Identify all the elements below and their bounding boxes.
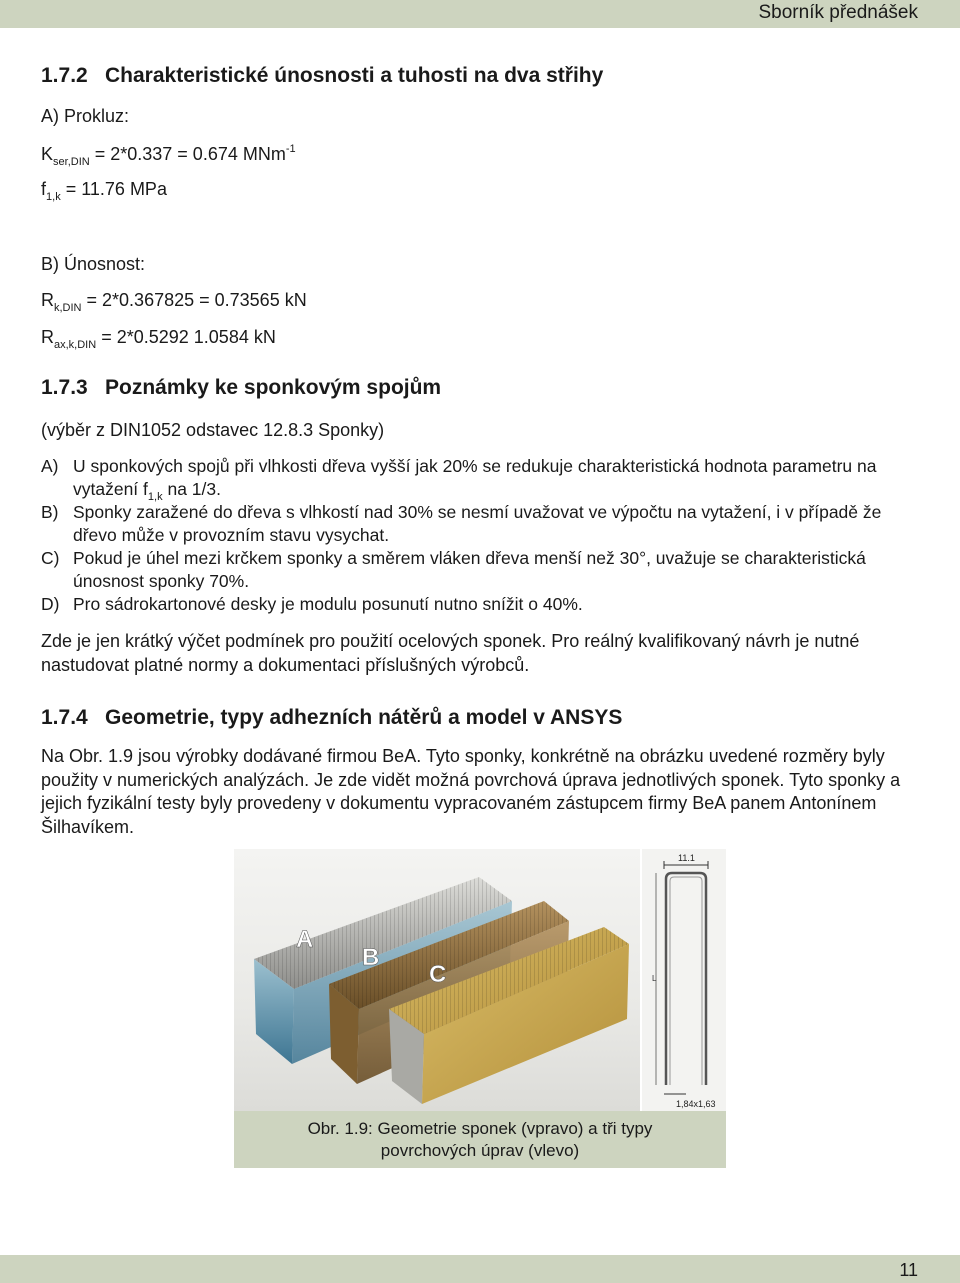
list-item-text: Pro sádrokartonové desky je modulu posunutí nutno snížit o 40%. [73,594,583,614]
capacity-label: B) Únosnost: [41,254,146,274]
dimension-length: L [652,974,657,983]
staples-illustration [234,849,640,1111]
list-item-text: Sponky zaražené do dřeva s vlhkostí nad 30% se nesmí uvažovat ve výpočtu na vytažení, i v případě že dřevo může v provozním stavu vysychat. [73,502,882,545]
section-title: Geometrie, typy adhezních nátěrů a model v ANSYS [105,706,623,729]
formula-symbol: K [41,144,54,164]
strip-label-b: B [362,944,380,971]
figure-1-9 [234,849,726,1168]
formula-value: = 2*0.367825 = 0.73565 kN [86,290,307,310]
dimension-width: 11.1 [678,853,695,863]
section-heading-172 [41,64,603,88]
formula-r-k [41,289,307,314]
list-item-text-part: U sponkových spojů při vlhkosti dřeva vyšší jak 20% se redukuje charakteristická hodnota parametru na vytažení f [73,456,877,499]
list-item-d [41,593,921,616]
header-title: Sborník přednášek [758,2,918,23]
list-item-text-part: na 1/3. [162,479,221,499]
staple-drawing [642,849,726,1111]
formula-subscript: ser,DIN [53,156,90,168]
section-number: 1.7.3 [41,376,88,399]
list-item-a [41,455,921,504]
staple-geometry-diagram [642,849,726,1111]
caption-line-2: povrchových úprav (vlevo) [380,1141,580,1160]
list-item-text: Pokud je úhel mezi krčkem sponky a směrem vláken dřeva menší než 30°, uvažuje se charakteristická únosnost sponky 70%. [73,548,866,591]
formula-value: = 2*0.5292 1.0584 kN [101,327,276,347]
formula-f1k [41,178,167,203]
strip-label-c: C [429,961,447,988]
formula-subscript: 1,k [46,191,61,203]
caption-line-1: Obr. 1.9: Geometrie sponek (vpravo) a tři typy [307,1119,653,1138]
list-item-b [41,501,921,547]
list-item-label: B) [41,502,59,522]
formula-subscript: ax,k,DIN [54,339,97,351]
body-paragraph: Na Obr. 1.9 jsou výrobky dodávané firmou BeA. Tyto sponky, konkrétně na obrázku uvedené rozměry byly použity v numerických analýzách. Je zde vidět možná povrchová úprava jednotlivých sponek. Tyto sponky a jejich fyzikální testy byly provedeny v dokumentu vypracovaném zástupcem firmy BeA panem Antonínem Šilhavíkem. [41,746,901,837]
section-heading-173 [41,376,441,400]
formula-superscript: -1 [285,143,296,155]
list-item-label: C) [41,548,60,568]
formula-subscript: 1,k [147,491,163,503]
section-number: 1.7.4 [41,706,88,729]
staples-photo [234,849,640,1111]
formula-symbol: f [41,179,47,199]
formula-symbol: R [41,327,54,347]
list-item-text [73,455,921,504]
section-heading-174 [41,706,622,730]
strip-label-a: A [296,926,314,953]
list-item-label: A) [41,456,59,476]
formula-symbol: R [41,290,54,310]
note-paragraph: Zde je jen krátký výčet podmínek pro použití ocelových sponek. Pro reálný kvalifikovaný návrh je nutné nastudovat platné normy a dokumentaci příslušných výrobců. [41,631,860,675]
section-number: 1.7.2 [41,64,88,87]
dimension-wire: 1,84x1,63 [676,1099,716,1109]
formula-k-ser [41,143,296,168]
slip-label: A) Prokluz: [41,106,130,126]
footer-bar [0,1255,960,1283]
section-title: Charakteristické únosnosti a tuhosti na dva střihy [105,64,604,87]
figure-caption [234,1111,726,1168]
formula-subscript: k,DIN [54,302,82,314]
formula-value: = 11.76 MPa [65,179,167,199]
header-bar [0,0,960,28]
formula-value: = 2*0.337 = 0.674 MNm [94,144,286,164]
formula-r-ax [41,326,276,351]
section-title: Poznámky ke sponkovým spojům [105,376,442,399]
section-intro: (výběr z DIN1052 odstavec 12.8.3 Sponky) [41,420,385,440]
list-item-c [41,547,921,593]
page-number: 11 [899,1260,918,1280]
list-item-label: D) [41,594,60,614]
